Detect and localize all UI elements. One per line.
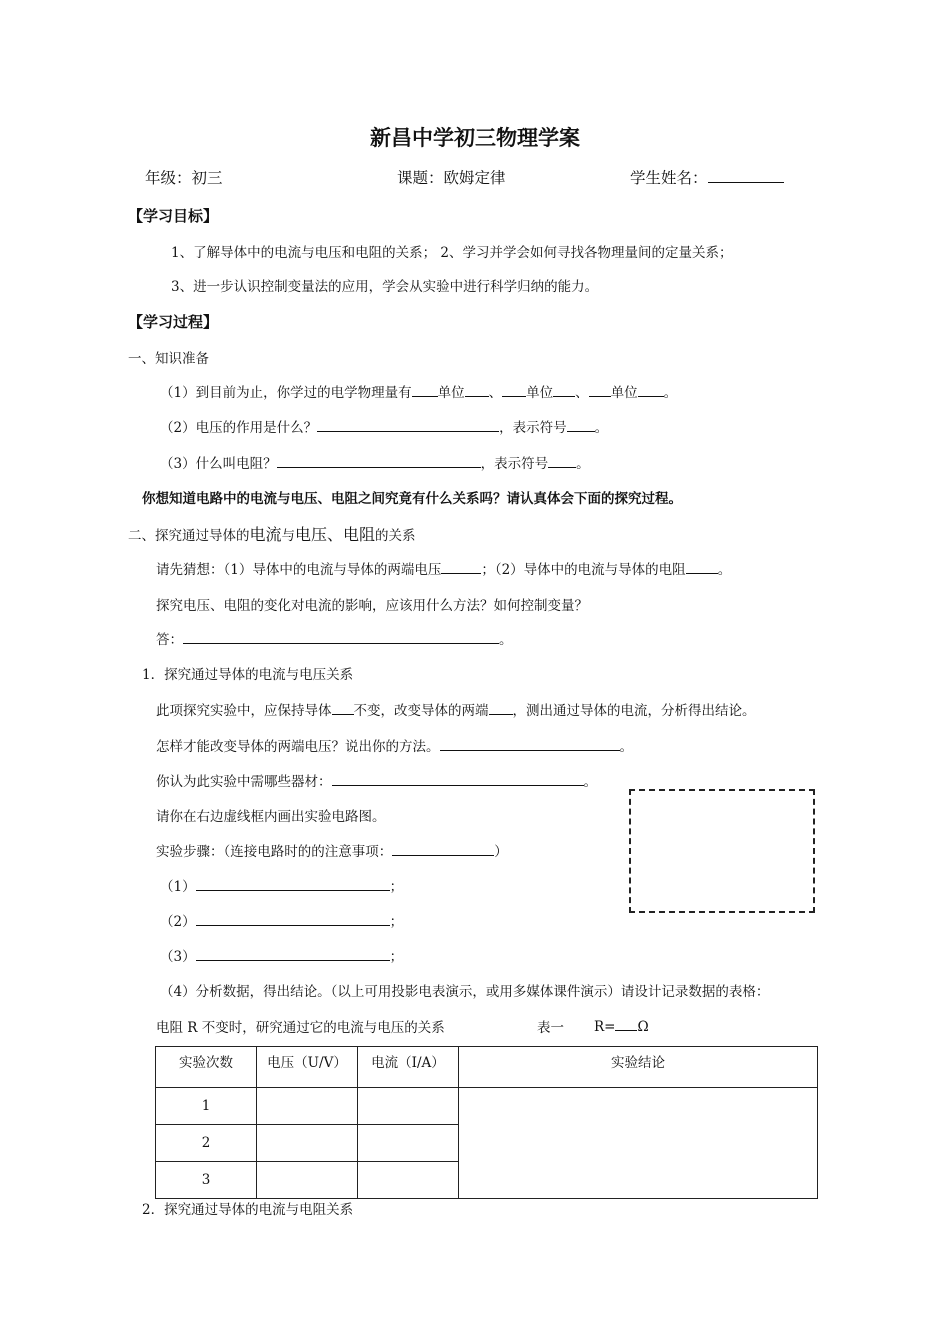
transition-prompt: 你想知道电路中的电流与电压、电阻之间究竟有什么关系吗？请认真体会下面的探究过程。	[142, 491, 682, 507]
trial-number: 2	[156, 1125, 257, 1162]
grade-label: 年级：初三	[145, 169, 223, 187]
question-3: （3）什么叫电阻？ ，表示符号 。	[160, 452, 590, 472]
goal-line-2: 3、进一步认识控制变量法的应用，学会从实验中进行科学归纳的能力。	[171, 279, 599, 295]
table-row	[156, 1088, 818, 1125]
how-line: 怎样才能改变导体的两端电压？说出你的方法。 。	[156, 735, 633, 755]
steps-line: 实验步骤：（连接电路时的的注意事项： ）	[156, 840, 508, 860]
current-cell[interactable]	[358, 1125, 459, 1162]
part1-heading: 一、知识准备	[128, 351, 209, 367]
step-2: （2） ；	[160, 910, 403, 930]
blank[interactable]	[502, 382, 526, 397]
resistance-field: R= Ω	[594, 1016, 649, 1035]
question-1: （1）到目前为止，你学过的电学物理量有 单位 、 单位 、 单位 。	[160, 381, 677, 401]
blank[interactable]	[412, 382, 438, 397]
student-name-blank[interactable]	[708, 168, 784, 183]
blank[interactable]	[465, 382, 489, 397]
data-table	[155, 1046, 818, 1199]
blank[interactable]	[567, 417, 595, 432]
topic-label: 课题：欧姆定律	[397, 169, 506, 187]
blank[interactable]	[332, 700, 354, 715]
voltage-cell[interactable]	[257, 1162, 358, 1199]
blank[interactable]	[277, 453, 481, 468]
blank[interactable]	[317, 417, 499, 432]
blank[interactable]	[638, 382, 664, 397]
table-label: 表一	[537, 1020, 564, 1036]
table-header: 实验结论	[459, 1047, 818, 1088]
blank[interactable]	[440, 736, 620, 751]
trial-number: 1	[156, 1088, 257, 1125]
blank[interactable]	[441, 559, 481, 574]
voltage-cell[interactable]	[257, 1088, 358, 1125]
table-header: 电压（U/V）	[257, 1047, 358, 1088]
blank[interactable]	[548, 453, 576, 468]
table-header: 实验次数	[156, 1047, 257, 1088]
blank[interactable]	[196, 876, 390, 891]
current-cell[interactable]	[358, 1162, 459, 1199]
student-name-field[interactable]	[630, 166, 784, 188]
method-question: 探究电压、电阻的变化对电流的影响，应该用什么方法？如何控制变量？	[156, 598, 588, 614]
keep-line: 此项探究实验中，应保持导体 不变，改变导体的两端 ，测出通过导体的电流，分析得出结论。	[156, 699, 756, 719]
blank[interactable]	[589, 382, 611, 397]
sub1-heading: 1．探究通过导体的电流与电压关系	[142, 667, 354, 683]
part2-heading: 二、探究通过导体的电流与电压、电阻的关系	[128, 525, 416, 544]
blank[interactable]	[196, 911, 390, 926]
blank[interactable]	[196, 946, 390, 961]
step-3: （3） ；	[160, 945, 403, 965]
question-2: （2）电压的作用是什么？ ，表示符号 。	[160, 416, 608, 436]
trial-number: 3	[156, 1162, 257, 1199]
circuit-drawing-box[interactable]	[629, 789, 815, 913]
blank[interactable]	[489, 700, 513, 715]
page-title: 新昌中学初三物理学案	[370, 126, 580, 150]
table-header: 电流（I/A）	[358, 1047, 459, 1088]
blank[interactable]	[183, 629, 499, 644]
guess-line: 请先猜想：（1）导体中的电流与导体的两端电压 ；（2）导体中的电流与导体的电阻 。	[156, 558, 731, 578]
sub2-heading: 2．探究通过导体的电流与电阻关系	[142, 1202, 354, 1218]
voltage-cell[interactable]	[257, 1125, 358, 1162]
answer-line: 答： 。	[156, 628, 513, 648]
step-4: （4）分析数据，得出结论。（以上可用投影电表演示，或用多媒体课件演示）请设计记录数据的表格：	[160, 984, 770, 1000]
blank[interactable]	[686, 559, 718, 574]
goals-heading: 【学习目标】	[128, 207, 219, 225]
blank[interactable]	[332, 771, 584, 786]
process-heading: 【学习过程】	[128, 313, 219, 331]
step-1: （1） ；	[160, 875, 403, 895]
blank[interactable]	[615, 1016, 637, 1031]
blank[interactable]	[553, 382, 575, 397]
goal-line-1: 1、了解导体中的电流与电压和电阻的关系； 2、学习并学会如何寻找各物理量间的定量关系；	[171, 245, 733, 261]
current-cell[interactable]	[358, 1088, 459, 1125]
student-name-label: 学生姓名：	[630, 169, 708, 187]
conclusion-cell[interactable]	[459, 1088, 818, 1199]
blank[interactable]	[392, 841, 494, 856]
table-caption: 电阻 R 不变时，研究通过它的电流与电压的关系	[156, 1020, 445, 1036]
equipment-line: 你认为此实验中需哪些器材： 。	[156, 770, 597, 790]
draw-instruction: 请你在右边虚线框内画出实验电路图。	[156, 809, 386, 825]
